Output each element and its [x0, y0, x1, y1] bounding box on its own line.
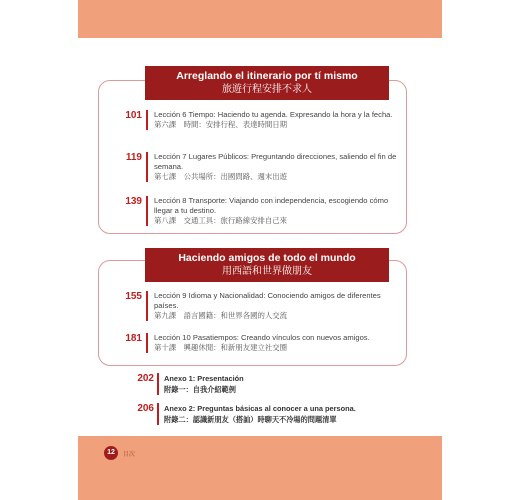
toc-entry[interactable]	[112, 152, 402, 182]
page-number: 202	[137, 373, 154, 384]
toc-entry[interactable]	[112, 291, 402, 321]
divider-bar	[146, 196, 148, 226]
divider-bar	[146, 333, 148, 353]
section-1-title-zh: 旅遊行程安排不求人	[222, 84, 312, 95]
entry-title-zh: 第十課 興趣休閒：和新朋友建立社交圈	[154, 343, 288, 352]
page-number: 101	[125, 110, 142, 121]
entry-title-zh: 第六課 時間：安排行程、表達時間日期	[154, 120, 288, 129]
section-2-header	[145, 248, 389, 282]
annex-entry[interactable]	[135, 373, 415, 395]
entry-text	[154, 291, 402, 321]
divider-bar	[146, 152, 148, 182]
bottom-color-band	[78, 436, 442, 500]
entry-text	[154, 196, 402, 226]
entry-title-es: Lección 8 Transporte: Viajando con independencia, escogiendo cómo llegar a tu destino.	[154, 196, 389, 215]
section-1-header	[145, 66, 389, 100]
divider-bar	[146, 291, 148, 321]
annex-text	[164, 373, 415, 395]
section-2-title-es: Haciendo amigos de todo el mundo	[178, 252, 356, 264]
entry-title-es: Lección 9 Idioma y Nacionalidad: Conociendo amigos de diferentes países.	[154, 291, 381, 310]
annex-title-zh: 附錄二：認識新朋友（搭訕）時聊天不冷場的問題清單	[164, 415, 337, 424]
footer-label: 目次	[123, 452, 136, 458]
annex-text	[164, 403, 415, 425]
entry-text	[154, 152, 402, 182]
page-number: 181	[125, 333, 142, 344]
toc-entry[interactable]	[112, 333, 402, 353]
entry-title-es: Lección 6 Tiempo: Haciendo tu agenda. Expresando la hora y la fecha.	[154, 110, 393, 119]
page-number: 139	[125, 196, 142, 207]
annex-title-es: Anexo 1: Presentación	[164, 374, 244, 383]
toc-entry[interactable]	[112, 110, 402, 130]
entry-title-zh: 第八課 交通工具：旅行路線安排自己來	[154, 216, 288, 225]
divider-bar	[157, 403, 159, 425]
divider-bar	[146, 110, 148, 130]
entry-title-zh: 第七課 公共場所：出國問路、週末出遊	[154, 172, 288, 181]
divider-bar	[157, 373, 159, 395]
entry-title-zh: 第九課 語言國籍：和世界各國的人交流	[154, 311, 288, 320]
entry-text	[154, 110, 402, 130]
annex-title-es: Anexo 2: Preguntas básicas al conocer a una persona.	[164, 404, 356, 413]
annex-entry[interactable]	[135, 403, 415, 425]
annex-title-zh: 附錄一：自我介紹範例	[164, 385, 236, 394]
page-number: 155	[125, 291, 142, 302]
page-number: 119	[125, 152, 142, 163]
top-color-band	[78, 0, 442, 38]
section-2-title-zh: 用西語和世界做朋友	[222, 266, 312, 277]
entry-title-es: Lección 10 Pasatiempos: Creando vínculos con nuevos amigos.	[154, 333, 370, 342]
page-number-badge: 12	[104, 446, 118, 460]
section-1-title-es: Arreglando el itinerario por tí mismo	[176, 70, 358, 82]
toc-entry[interactable]	[112, 196, 402, 226]
page-number: 206	[137, 403, 154, 414]
entry-text	[154, 333, 402, 353]
entry-title-es: Lección 7 Lugares Públicos: Preguntando direcciones, saliendo el fin de semana.	[154, 152, 397, 171]
